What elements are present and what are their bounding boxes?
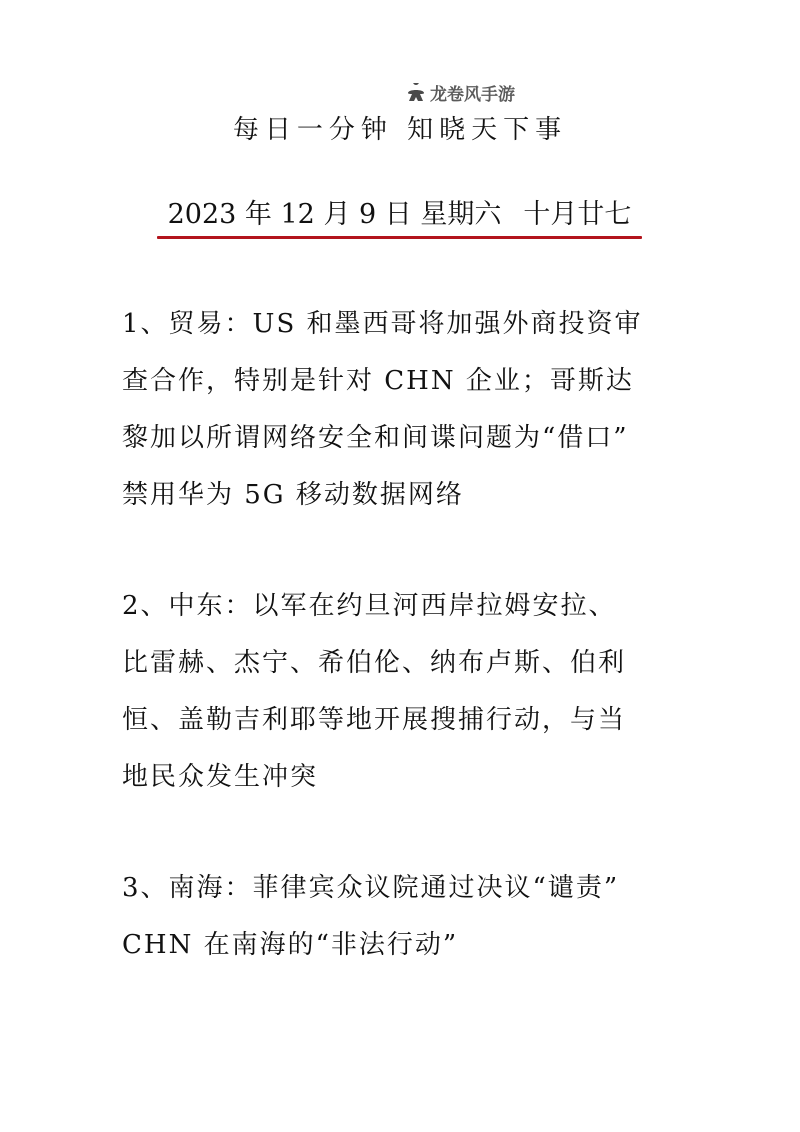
lunar-date: 十月廿七 [523, 199, 632, 230]
news-line: 地民众发生冲突 [122, 762, 319, 792]
watermark [404, 78, 521, 107]
news-line: 1、贸易：US 和墨西哥将加强外商投资审 [122, 309, 643, 339]
red-underline-divider [157, 236, 642, 239]
watermark-text: 龙卷风手游 [430, 85, 515, 105]
news-line: 查合作，特别是针对 CHN 企业；哥斯达 [122, 366, 634, 396]
news-line: CHN 在南海的“非法行动” [122, 930, 459, 960]
news-line: 禁用华为 5G 移动数据网络 [122, 480, 464, 510]
news-line: 黎加以所谓网络安全和间谍问题为“借口” [122, 423, 629, 453]
news-item-middle-east [122, 578, 692, 806]
news-list [122, 296, 692, 1028]
news-item-south-china-sea [122, 860, 692, 974]
page-title: 每日一分钟 知晓天下事 [232, 115, 568, 145]
news-line: 3、南海：菲律宾众议院通过决议“谴责” [122, 873, 620, 903]
date-line [157, 195, 642, 235]
gregorian-date: 2023 年 12 月 9 日 星期六 [167, 199, 502, 230]
news-line: 比雷赫、杰宁、希伯伦、纳布卢斯、伯利 [122, 648, 627, 678]
meeple-icon [406, 83, 426, 103]
news-line: 2、中东：以军在约旦河西岸拉姆安拉、 [122, 591, 617, 621]
news-item-trade [122, 296, 692, 524]
news-line: 恒、盖勒吉利耶等地开展搜捕行动，与当 [122, 705, 627, 735]
